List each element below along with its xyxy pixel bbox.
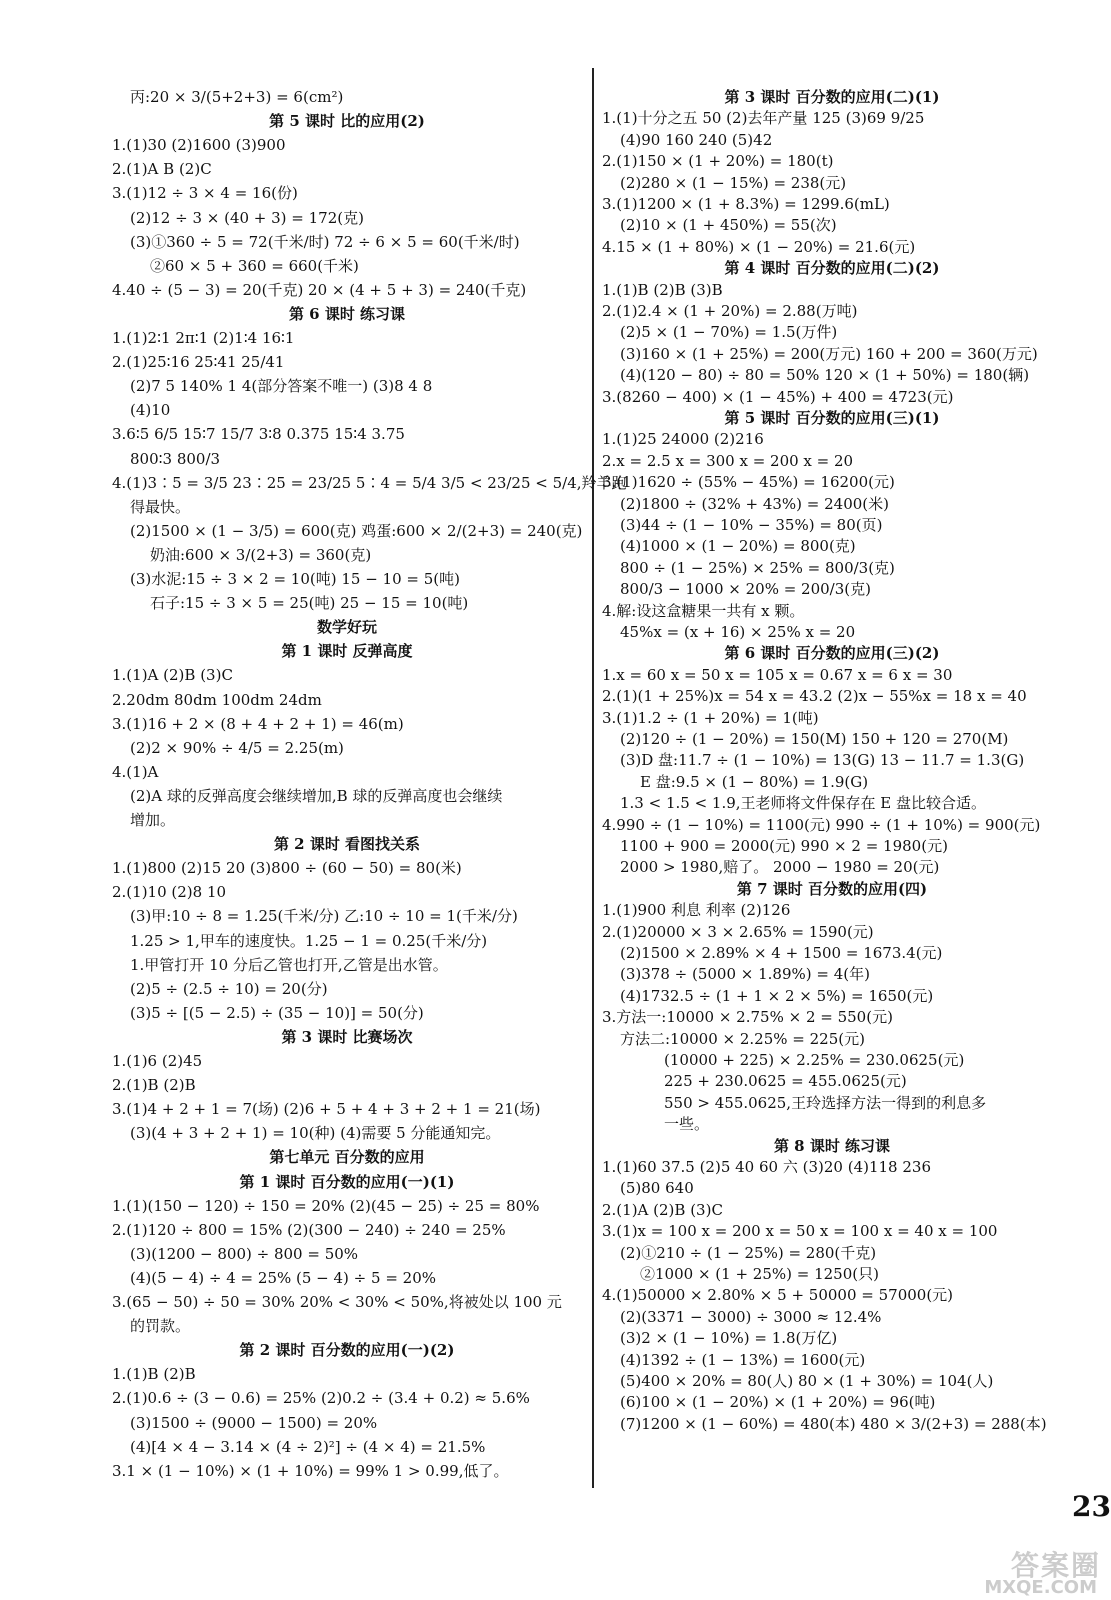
answer-line: 1.(1)30 (2)1600 (3)900 [112, 136, 286, 155]
answer-line: 800∶3 800/3 [130, 449, 221, 468]
answer-line: (6)100 × (1 − 20%) × (1 + 20%) = 96(吨) [620, 1393, 936, 1412]
answer-line: (3)(4 + 3 + 2 + 1) = 10(种) (4)需要 5 分能通知完。 [130, 1124, 501, 1143]
answer-line: 得最快。 [130, 497, 191, 516]
column-divider [592, 68, 594, 1488]
answer-line: 3.(1)12 ÷ 3 × 4 = 16(份) [112, 184, 298, 203]
answer-line: 石子:15 ÷ 3 × 5 = 25(吨) 25 − 15 = 10(吨) [150, 594, 469, 613]
answer-line: 4.990 ÷ (1 − 10%) = 1100(元) 990 ÷ (1 + 10%) = 900(元) [602, 815, 1041, 834]
answer-line: (3)①360 ÷ 5 = 72(千米/时) 72 ÷ 6 × 5 = 60(千米/时) [130, 232, 520, 251]
answer-line: 4.解:设这盒糖果一共有 x 颗。 [602, 601, 805, 620]
answer-line: 1.3 < 1.5 < 1.9,王老师将文件保存在 E 盘比较合适。 [620, 794, 987, 813]
answer-line: 800/3 − 1000 × 20% = 200/3(克) [620, 580, 871, 599]
answer-line: (2)10 × (1 + 450%) = 55(次) [620, 216, 837, 235]
answer-line: 3.(1)1.2 ÷ (1 + 20%) = 1(吨) [602, 708, 819, 727]
answer-line: 1.甲管打开 10 分后乙管也打开,乙管是出水管。 [130, 955, 448, 974]
section-heading: 第 1 课时 百分数的应用(一)(1) [239, 1172, 455, 1191]
answer-line: 2.(1)150 × (1 + 20%) = 180(t) [602, 152, 834, 171]
answer-line: (10000 + 225) × 2.25% = 230.0625(元) [664, 1051, 965, 1069]
answer-line: (2)2 × 90% ÷ 4/5 = 2.25(m) [130, 738, 344, 757]
answer-line: 550 > 455.0625,王玲选择方法一得到的利息多 [664, 1093, 987, 1112]
answer-line: (3)1500 ÷ (9000 − 1500) = 20% [130, 1413, 378, 1432]
answer-line: (2)7 5 140% 1 4(部分答案不唯一) (3)8 4 8 [130, 377, 433, 396]
answer-line: 1100 + 900 = 2000(元) 990 × 2 = 1980(元) [620, 837, 948, 855]
answer-line: 3.(1)16 + 2 × (8 + 4 + 2 + 1) = 46(m) [112, 714, 404, 733]
answer-line: (2)120 ÷ (1 − 20%) = 150(M) 150 + 120 = 270(M) [620, 730, 1009, 748]
answer-line: (3)2 × (1 − 10%) = 1.8(万亿) [620, 1329, 838, 1348]
answer-line: 1.(1)A (2)B (3)C [112, 666, 233, 685]
answer-line: 一些。 [664, 1115, 710, 1134]
section-heading: 第 6 课时 百分数的应用(三)(2) [724, 644, 940, 663]
answer-line: 1.(1)B (2)B [112, 1365, 196, 1384]
answer-line: 1.(1)2∶1 2π∶1 (2)1∶4 16∶1 [112, 329, 295, 347]
answer-line: 1.(1)900 利息 利率 (2)126 [602, 901, 791, 920]
answer-line: (2)12 ÷ 3 × (40 + 3) = 172(克) [130, 208, 364, 227]
answer-line: (2)A 球的反弹高度会继续增加,B 球的反弹高度也会继续 [130, 786, 503, 805]
section-heading: 第 3 课时 百分数的应用(二)(1) [724, 88, 940, 106]
answer-line: (2)1500 × (1 − 3/5) = 600(克) 鸡蛋:600 × 2/(2+3) = 240(克) [130, 521, 583, 540]
answer-line: (3)甲:10 ÷ 8 = 1.25(千米/分) 乙:10 ÷ 10 = 1(千米/分) [130, 907, 518, 926]
watermark-logo: 答案圈 [1010, 1549, 1101, 1582]
answer-line: 2.(1)25∶16 25∶41 25/41 [112, 353, 285, 372]
answer-line: (2)5 × (1 − 70%) = 1.5(万件) [620, 323, 838, 342]
answer-line: (2)1500 × 2.89% × 4 + 1500 = 1673.4(元) [620, 944, 943, 962]
answer-line: 方法二:10000 × 2.25% = 225(元) [620, 1029, 865, 1048]
answer-line: ②60 × 5 + 360 = 660(千米) [150, 256, 359, 275]
answer-line: 1.25 > 1,甲车的速度快。1.25 − 1 = 0.25(千米/分) [130, 931, 488, 950]
answer-line: (2)①210 ÷ (1 − 25%) = 280(千克) [620, 1243, 877, 1262]
answer-line: 2.(1)A B (2)C [112, 160, 212, 179]
answer-line: (3)378 ÷ (5000 × 1.89%) = 4(年) [620, 965, 870, 984]
section-heading: 第 7 课时 百分数的应用(四) [736, 879, 928, 898]
answer-line: 800 ÷ (1 − 25%) × 25% = 800/3(克) [620, 558, 895, 577]
answer-line: (3)(1200 − 800) ÷ 800 = 50% [130, 1244, 359, 1263]
answer-line: 4.(1)50000 × 2.80% × 5 + 50000 = 57000(元) [602, 1286, 954, 1305]
section-heading: 第 1 课时 反弹高度 [281, 642, 413, 661]
answer-line: 3.方法一:10000 × 2.75% × 2 = 550(元) [602, 1008, 893, 1027]
answer-line: 3.6∶5 6/5 15∶7 15/7 3∶8 0.375 15∶4 3.75 [112, 425, 405, 444]
section-heading: 第 4 课时 百分数的应用(二)(2) [724, 259, 940, 278]
answer-line: (5)80 640 [620, 1179, 694, 1198]
answer-line: (2)1800 ÷ (32% + 43%) = 2400(米) [620, 494, 889, 513]
page-number: 23 [1072, 1490, 1111, 1523]
answer-line: E 盘:9.5 × (1 − 80%) = 1.9(G) [640, 772, 869, 791]
section-heading: 第 2 课时 看图找关系 [273, 835, 421, 854]
answer-line: (4)1732.5 ÷ (1 + 1 × 2 × 5%) = 1650(元) [620, 986, 934, 1005]
answer-line: 3.(8260 − 400) × (1 − 45%) + 400 = 4723(元) [602, 387, 954, 406]
answer-line: 4.15 × (1 + 80%) × (1 − 20%) = 21.6(元) [602, 237, 916, 256]
answer-line: (3)44 ÷ (1 − 10% − 35%) = 80(页) [620, 516, 883, 534]
section-heading: 第七单元 百分数的应用 [269, 1148, 425, 1167]
answer-line: (3)160 × (1 + 25%) = 200(万元) 160 + 200 = 360(万元) [620, 344, 1038, 363]
answer-line: 1.(1)60 37.5 (2)5 40 60 六 (3)20 (4)118 236 [602, 1158, 931, 1176]
answer-line: 1.(1)B (2)B (3)B [602, 280, 723, 299]
answer-line: 2.(1)20000 × 3 × 2.65% = 1590(元) [602, 922, 874, 941]
answer-line: 4.40 ÷ (5 − 3) = 20(千克) 20 × (4 + 5 + 3) = 240(千克) [112, 280, 527, 299]
answer-line: 3.(1)1620 ÷ (55% − 45%) = 16200(元) [602, 473, 895, 492]
answer-line: 1.x = 60 x = 50 x = 105 x = 0.67 x = 6 x = 30 [602, 665, 953, 684]
section-heading: 第 5 课时 比的应用(2) [269, 112, 425, 131]
answer-line: 225 + 230.0625 = 455.0625(元) [664, 1072, 907, 1091]
answer-line: (7)1200 × (1 − 60%) = 480(本) 480 × 3/(2+3) = 288(本) [620, 1414, 1047, 1433]
section-heading: 数学好玩 [316, 618, 377, 637]
answer-line: (4)(120 − 80) ÷ 80 = 50% 120 × (1 + 50%) = 180(辆) [620, 366, 1030, 385]
answer-line: (2)5 ÷ (2.5 ÷ 10) = 20(分) [130, 979, 328, 998]
answer-line: (4)[4 × 4 − 3.14 × (4 ÷ 2)²] ÷ (4 × 4) = 21.5% [130, 1437, 486, 1456]
answer-line: 2.(1)B (2)B [112, 1076, 196, 1095]
answer-line: (3)水泥:15 ÷ 3 × 2 = 10(吨) 15 − 10 = 5(吨) [130, 570, 460, 588]
watermark-url: MXQE.COM [984, 1577, 1097, 1598]
answer-line: 的罚款。 [130, 1317, 191, 1336]
answer-line: 3.(1)4 + 2 + 1 = 7(场) (2)6 + 5 + 4 + 3 + 2 + 1 = 21(场) [112, 1100, 541, 1119]
answer-line: 1.(1)十分之五 50 (2)去年产量 125 (3)69 9/25 [602, 109, 925, 128]
answer-line: 1.(1)800 (2)15 20 (3)800 ÷ (60 − 50) = 80(米) [112, 859, 462, 878]
answer-line: (4)90 160 240 (5)42 [620, 130, 773, 149]
answer-line: (4)10 [130, 401, 171, 420]
answer-line: 4.(1)3∶5 = 3/5 23∶25 = 23/25 5∶4 = 5/4 3/5 < 23/25 < 5/4,羚羊跑 [112, 473, 627, 492]
answer-line: 2.(1)10 (2)8 10 [112, 883, 227, 902]
answer-line: 增加。 [130, 811, 176, 829]
answer-line: 2.(1)120 ÷ 800 = 15% (2)(300 − 240) ÷ 240 = 25% [112, 1220, 506, 1239]
answer-line: 2.(1)A (2)B (3)C [602, 1200, 723, 1219]
section-heading: 第 5 课时 百分数的应用(三)(1) [724, 409, 940, 427]
answer-line: 2.20dm 80dm 100dm 24dm [112, 690, 322, 709]
section-heading: 第 8 课时 练习课 [773, 1136, 891, 1155]
section-heading: 第 3 课时 比赛场次 [281, 1027, 413, 1046]
answer-line: 2.(1)(1 + 25%)x = 54 x = 43.2 (2)x − 55%x = 18 x = 40 [602, 687, 1027, 706]
answer-line: (3)5 ÷ [(5 − 2.5) ÷ (35 − 10)] = 50(分) [130, 1003, 424, 1022]
answer-line: 2.(1)0.6 ÷ (3 − 0.6) = 25% (2)0.2 ÷ (3.4 + 0.2) ≈ 5.6% [112, 1389, 530, 1408]
answer-line: 1.(1)25 24000 (2)216 [602, 430, 764, 449]
answer-line: 45%x = (x + 16) × 25% x = 20 [620, 623, 856, 641]
answer-line: (4)1000 × (1 − 20%) = 800(克) [620, 537, 856, 556]
answer-line: (4)1392 ÷ (1 − 13%) = 1600(元) [620, 1350, 866, 1369]
answer-line: 2000 > 1980,赔了。 2000 − 1980 = 20(元) [620, 858, 940, 877]
answer-line: 1.(1)6 (2)45 [112, 1052, 203, 1070]
answer-line: 丙:20 × 3/(5+2+3) = 6(cm²) [130, 88, 344, 106]
answer-line: 3.(65 − 50) ÷ 50 = 30% 20% < 30% < 50%,将被处以 100 元 [112, 1293, 562, 1311]
answer-line: (3)D 盘:11.7 ÷ (1 − 10%) = 13(G) 13 − 11.7 = 1.3(G) [620, 751, 1025, 770]
answer-line: ②1000 × (1 + 25%) = 1250(只) [640, 1265, 879, 1283]
answer-line: 1.(1)(150 − 120) ÷ 150 = 20% (2)(45 − 25) ÷ 25 = 80% [112, 1196, 540, 1215]
section-heading: 第 6 课时 练习课 [288, 304, 406, 323]
answer-line: (5)400 × 20% = 80(人) 80 × (1 + 30%) = 104(人) [620, 1372, 994, 1390]
answer-line: 3.(1)x = 100 x = 200 x = 50 x = 100 x = 40 x = 100 [602, 1222, 998, 1241]
answer-line: 3.1 × (1 − 10%) × (1 + 10%) = 99% 1 > 0.99,低了。 [112, 1461, 509, 1480]
answer-line: 2.x = 2.5 x = 300 x = 200 x = 20 [602, 451, 854, 470]
section-heading: 第 2 课时 百分数的应用(一)(2) [239, 1341, 455, 1360]
answer-line: 2.(1)2.4 × (1 + 20%) = 2.88(万吨) [602, 302, 858, 320]
answer-line: 奶油:600 × 3/(2+3) = 360(克) [150, 545, 372, 564]
answer-line: (2)280 × (1 − 15%) = 238(元) [620, 173, 847, 192]
answer-line: 3.(1)1200 × (1 + 8.3%) = 1299.6(mL) [602, 195, 890, 213]
answer-line: (2)(3371 − 3000) ÷ 3000 ≈ 12.4% [620, 1307, 882, 1326]
answer-line: (4)(5 − 4) ÷ 4 = 25% (5 − 4) ÷ 5 = 20% [130, 1268, 436, 1287]
answer-line: 4.(1)A [112, 762, 159, 781]
